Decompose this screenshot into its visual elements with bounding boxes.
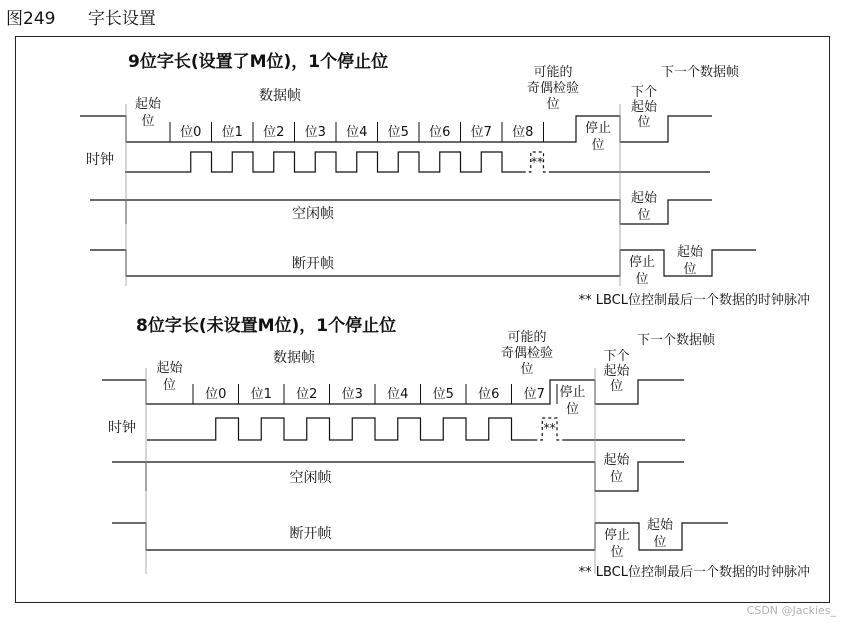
break-start-label-line-0: 起始 [676, 245, 704, 260]
bit-label-6: 位6 [429, 125, 451, 140]
break-waveform [112, 523, 728, 550]
idle-start-label-line-0: 起始 [630, 191, 658, 206]
parity-label-line-1: 奇偶检验 [500, 346, 554, 361]
break-start-label-line-1: 位 [653, 535, 667, 550]
next-start-label-line-0: 下个 [603, 349, 630, 364]
next-start-label-line-0: 下个 [630, 85, 658, 100]
bit-label-1: 位1 [221, 125, 243, 140]
bit-label-2: 位2 [263, 125, 285, 140]
stop-bit-label-line-1: 位 [565, 402, 580, 417]
bit-label-0: 位0 [205, 387, 227, 402]
break-stop-label-line-0: 停止 [603, 528, 631, 543]
stop-bit-label-line-0: 停止 [559, 385, 586, 400]
lbcl-note: ** LBCL位控制最后一个数据的时钟脉冲 [578, 293, 810, 308]
next-start-label-line-2: 位 [609, 379, 624, 394]
section-title: 8位字长(未设置M位)，1个停止位 [136, 316, 397, 336]
idle-frame-label: 空闲帧 [289, 470, 332, 486]
section-9-bit [80, 51, 810, 308]
clock-waveform [147, 418, 534, 440]
lbcl-note: ** LBCL位控制最后一个数据的时钟脉冲 [578, 565, 810, 580]
bit-label-5: 位5 [387, 125, 409, 140]
bit-label-4: 位4 [346, 125, 368, 140]
parity-label-line-0: 可能的 [507, 330, 547, 345]
break-frame-label: 断开帧 [289, 526, 332, 542]
bit-label-7: 位7 [523, 387, 545, 402]
bit-label-4: 位4 [387, 387, 409, 402]
next-frame-label: 下一个数据帧 [660, 65, 740, 80]
section-8-bit [102, 315, 810, 580]
section-title: 9位字长(设置了M位)，1个停止位 [128, 52, 389, 72]
clock-label: 时钟 [108, 420, 136, 436]
parity-label-line-2: 位 [546, 97, 560, 112]
stop-bit-label-line-0: 停止 [584, 121, 612, 136]
clock-lbcl-mark: ** [543, 421, 556, 435]
bit-label-6: 位6 [478, 387, 500, 402]
bit-label-3: 位3 [304, 125, 326, 140]
start-bit-label-line-0: 起始 [134, 97, 162, 112]
start-bit-label-line-0: 起始 [156, 361, 183, 376]
stop-bit-label-line-1: 位 [591, 138, 605, 153]
parity-label-line-2: 位 [520, 362, 534, 377]
bit-label-0: 位0 [180, 125, 202, 140]
break-frame-label: 断开帧 [292, 256, 334, 272]
idle-start-label-line-1: 位 [637, 208, 651, 223]
next-start-label-line-1: 起始 [603, 364, 630, 379]
figure-caption: 图249 字长设置 [6, 9, 156, 29]
start-bit-label-line-1: 位 [162, 378, 177, 393]
bit-label-5: 位5 [432, 387, 454, 402]
break-stop-label-line-1: 位 [635, 272, 649, 287]
parity-label-line-0: 可能的 [533, 65, 573, 80]
bit-label-2: 位2 [296, 387, 318, 402]
idle-lead [112, 462, 146, 491]
next-start-label-line-2: 位 [637, 115, 651, 130]
break-stop-label-line-0: 停止 [628, 255, 656, 270]
clock-lbcl-mark: ** [531, 155, 544, 169]
idle-start-label-line-0: 起始 [603, 453, 630, 468]
break-start-label-line-1: 位 [683, 262, 697, 277]
break-waveform [90, 250, 756, 276]
parity-label-line-1: 奇偶检验 [526, 81, 580, 96]
bit-label-1: 位1 [250, 387, 272, 402]
idle-lead [90, 200, 126, 224]
idle-waveform [126, 200, 712, 224]
bit-label-8: 位8 [512, 125, 534, 140]
data-frame-label: 数据帧 [273, 350, 315, 366]
clock-waveform [125, 152, 523, 172]
bit-label-3: 位3 [341, 387, 363, 402]
watermark: CSDN @Jackies_ [746, 604, 836, 617]
next-frame-label: 下一个数据帧 [636, 333, 716, 348]
next-start-label-line-1: 起始 [630, 100, 658, 115]
break-stop-label-line-1: 位 [610, 545, 624, 560]
break-start-label-line-0: 起始 [646, 518, 674, 533]
idle-frame-label: 空闲帧 [292, 206, 334, 222]
clock-label: 时钟 [86, 152, 114, 168]
start-bit-label-line-1: 位 [141, 114, 155, 129]
idle-start-label-line-1: 位 [609, 470, 624, 485]
bit-label-7: 位7 [470, 125, 492, 140]
data-frame-label: 数据帧 [259, 88, 301, 104]
